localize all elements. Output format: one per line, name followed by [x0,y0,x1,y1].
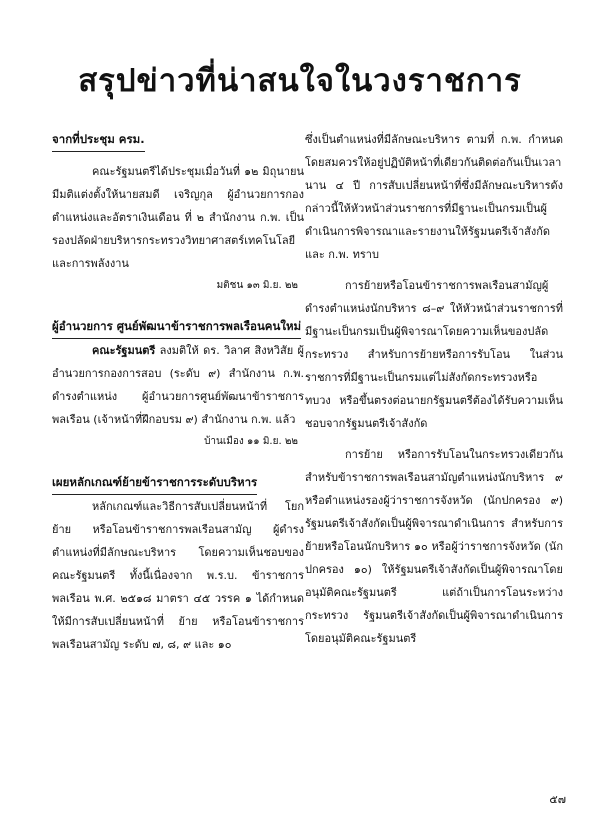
source-date: บ้านเมือง ๑๑ มิ.ย. ๒๒ [204,436,298,447]
section-body-cabinet-meeting: คณะรัฐมนตรีได้ประชุมเมื่อวันที่ ๑๒ มิถุนายน มีมติแต่งตั้งให้นายสมดี เจริญกุล ผู้อำนวยการกองตำแหน่งและอัตราเงินเดือน ที่ ๒ สำนักงาน ก.พ. เป็นรองปลัดฝ่ายบริหารกระทรวงวิทยาศาสตร์เทคโนโลยีและการพลังงาน [52,165,304,270]
section-heading-new-director: ผู้อำนวยการ ศูนย์พัฒนาข้าราชการพลเรือนคนใหม่ [52,315,301,339]
paragraph: การย้าย หรือการรับโอนในกระทรวงเดียวกัน สำหรับข้าราชการพลเรือนสามัญตำแหน่งนักบริหาร ๙ หรือตำแหน่งรองผู้ว่าราชการจังหวัด (นักปกครอง ๙) รัฐมนตรีเจ้าสังกัดเป็นผู้พิจารณาดำเนินการ สำหรับการย้ายหรือโอนนักบริหาร ๑๐ หรือผู้ว่าราชการจังหวัด (นักปกครอง ๑๐) ให้รัฐมนตรีเจ้าสังกัดเป็นผู้พิจารณาโดยอนุมัติคณะรัฐมนตรี แต่ถ้าเป็นการโอนระหว่างกระทรวง รัฐมนตรีเจ้าสังกัดเป็นผู้พิจารณาดำเนินการโดยอนุมัติคณะรัฐมนตรี [305,448,563,645]
section-heading-cabinet-meeting: จากที่ประชุม ครม. [52,128,145,152]
left-column [52,128,304,656]
source-date: มติชน ๑๓ มิ.ย. ๒๒ [216,280,298,291]
page-title: สรุปข่าวที่น่าสนใจในวงราชการ [78,63,522,99]
page-number: ๕๗ [549,793,566,806]
paragraph: การย้ายหรือโอนข้าราชการพลเรือนสามัญผู้ดำรงตำแหน่งนักบริหาร ๘–๙ ให้หัวหน้าส่วนราชการที่มีฐานะเป็นกรมเป็นผู้พิจารณาโดยความเห็นของปลัดกระทรวง สำหรับการย้ายหรือการรับโอน ในส่วนราชการที่มีฐานะเป็นกรมแต่ไม่สังกัดกระทรวงหรือทบวง หรือขึ้นตรงต่อนายกรัฐมนตรีต้องได้รับความเห็นชอบจากรัฐมนตรีเจ้าสังกัด [305,279,563,430]
paragraph-continued: ซึ่งเป็นตำแหน่งที่มีลักษณะบริหาร ตามที่ ก.พ. กำหนด โดยสมควรให้อยู่ปฏิบัติหน้าที่เดียวกันติดต่อกันเป็นเวลานาน ๔ ปี การสับเปลี่ยนหน้าที่ซึ่งมีลักษณะบริหารดังกล่าวนี้ให้หัวหน้าส่วนราชการที่มีฐานะเป็นกรมเป็นผู้ดำเนินการพิจารณาและรายงานให้รัฐมนตรีเจ้าสังกัดและ ก.พ. ทราบ [305,133,563,261]
right-column [305,128,563,650]
lead-text: คณะรัฐมนตรี [92,344,156,357]
section-heading-transfer-rules: เผยหลักเกณฑ์ย้ายข้าราชการระดับบริหาร [52,471,257,495]
section-body-new-director [52,339,304,431]
body-text: ลงมติให้ ดร. วิลาศ สิงหวิสัย ผู้อำนวยการกองการสอบ (ระดับ ๙) สำนักงาน ก.พ. ดำรงตำแหน่ง ผู้อำนวยการศูนย์พัฒนาข้าราชการพลเรือน (เจ้าหน้าที่ฝึกอบรม ๙) สำนักงาน ก.พ. แล้ว [52,344,304,426]
section-body-transfer-rules: หลักเกณฑ์และวิธีการสับเปลี่ยนหน้าที่ โยกย้าย หรือโอนข้าราชการพลเรือนสามัญ ผู้ดำรงตำแหน่งที่มีลักษณะบริหาร โดยความเห็นชอบของคณะรัฐมนตรี ทั้งนี้เนื่องจาก พ.ร.บ. ข้าราชการพลเรือน พ.ศ. ๒๕๑๘ มาตรา ๔๕ วรรค ๑ ได้กำหนดให้มีการสับเปลี่ยนหน้าที่ ย้าย หรือโอนข้าราชการพลเรือนสามัญ ระดับ ๗, ๘, ๙ และ ๑๐ [52,500,304,651]
